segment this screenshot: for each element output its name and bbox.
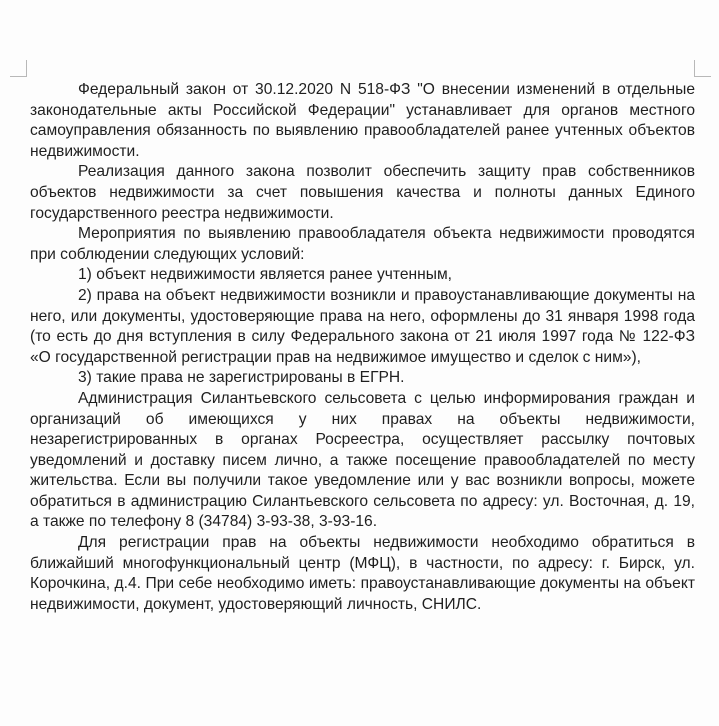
paragraph-law-purpose: Реализация данного закона позволит обеспечить защиту прав собственников объектов недвижимости за счет повышения качества и полноты данных Единого государственного реестра недвижимости. xyxy=(30,163,695,222)
document-body[interactable] xyxy=(30,80,695,615)
paragraph-condition-2: 2) права на объект недвижимости возникли и правоустанавливающие документы на него, или документы, удостоверяющие права на него, оформлены до 31 января 1998 года (то есть до дня вступления в силу Федерального закона от 21 июля 1997 года № 122-ФЗ «О государственной регистрации прав на недвижимое имущество и сделок с ним»), xyxy=(30,286,695,366)
margin-corner-top-right-mark xyxy=(694,60,711,77)
paragraph-condition-3: 3) такие права не зарегистрированы в ЕГРН. xyxy=(78,369,405,387)
paragraph-law-intro: Федеральный закон от 30.12.2020 N 518-ФЗ "О внесении изменений в отдельные законодательные акты Российской Федерации" устанавливает для органов местного самоуправления обязанность по выявлению правообладателей ранее учтенных объектов недвижимости. xyxy=(30,81,695,160)
paragraph-condition-1: 1) объект недвижимости является ранее учтенным, xyxy=(78,266,453,284)
paragraph-registration-info: Для регистрации прав на объекты недвижимости необходимо обратиться в ближайший многофункциональный центр (МФЦ), в частности, по адресу: г. Бирск, ул. Корочкина, д.4. При себе необходимо иметь: правоустанавливающие документы на объект недвижимости, документ, удостоверяющий личность, СНИЛС. xyxy=(30,534,695,613)
margin-corner-top-left-mark xyxy=(10,60,27,77)
paragraph-conditions-intro: Мероприятия по выявлению правообладателя объекта недвижимости проводятся при соблюдении следующих условий: xyxy=(30,225,695,263)
paragraph-administration-info: Администрация Силантьевского сельсовета с целью информирования граждан и организаций об имеющихся у них правах на объекты недвижимости, незарегистрированных в органах Росреестра, осуществляет рассылку почтовых уведомлений и доставку писем лично, а также посещение правообладателей по месту жительства. Если вы получили такое уведомление или у вас возникли вопросы, можете обратиться в администрацию Силантьевского сельсовета по адресу: ул. Восточная, д. 19, а также по телефону 8 (34784) 3-93-38, 3-93-16. xyxy=(30,389,695,531)
